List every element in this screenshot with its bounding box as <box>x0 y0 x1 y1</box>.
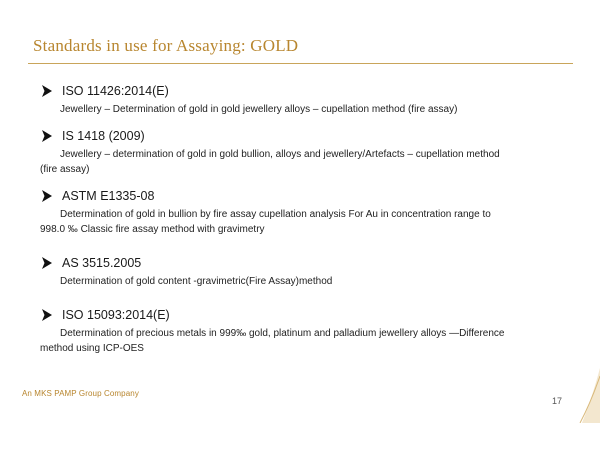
standard-item <box>40 129 560 177</box>
description-line: Jewellery – Determination of gold in gold jewellery alloys – cupellation method (fire assay) <box>60 104 458 115</box>
standard-item <box>40 256 560 289</box>
standard-code: AS 3515.2005 <box>62 256 142 270</box>
description-line: method using ICP-OES <box>40 343 144 354</box>
standard-item <box>40 84 560 117</box>
standard-description <box>40 147 560 177</box>
description-line: Determination of gold content -gravimetric(Fire Assay)method <box>60 276 333 287</box>
description-line: 998.0 ‰ Classic fire assay method with gravimetry <box>40 224 265 235</box>
description-line: Jewellery – determination of gold in gold bullion, alloys and jewellery/Artefacts – cupellation method <box>60 149 500 160</box>
standard-code: IS 1418 (2009) <box>62 129 145 143</box>
slide-title: Standards in use for Assaying: GOLD <box>33 36 299 55</box>
arrow-bullet-icon <box>40 189 54 203</box>
standard-description <box>40 274 560 289</box>
arrow-bullet-icon <box>40 129 54 143</box>
standard-description <box>40 207 560 237</box>
description-line: Determination of precious metals in 999‰ gold, platinum and palladium jewellery alloys —Difference <box>60 328 505 339</box>
description-line: (fire assay) <box>40 164 90 175</box>
title-divider <box>28 63 573 64</box>
arrow-bullet-icon <box>40 256 54 270</box>
page-number: 17 <box>552 396 563 406</box>
corner-decoration-icon <box>572 368 600 423</box>
footer-company: An MKS PAMP Group Company <box>22 389 139 398</box>
description-line: Determination of gold in bullion by fire assay cupellation analysis For Au in concentration range to <box>60 209 491 220</box>
standard-code: ISO 11426:2014(E) <box>62 84 169 98</box>
standard-item <box>40 308 560 356</box>
arrow-bullet-icon <box>40 84 54 98</box>
standard-description <box>40 326 560 356</box>
arrow-bullet-icon <box>40 308 54 322</box>
standard-code: ASTM E1335-08 <box>62 189 155 203</box>
standard-description <box>40 102 560 117</box>
standard-item <box>40 189 560 237</box>
standard-code: ISO 15093:2014(E) <box>62 308 170 322</box>
